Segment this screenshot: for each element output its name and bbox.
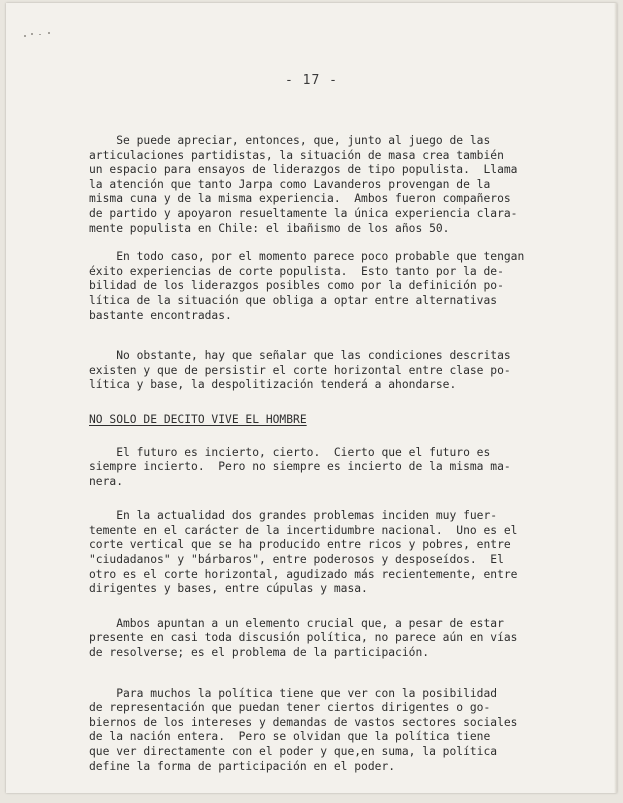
paragraph-6: Ambos apuntan a un elemento crucial que, a pesar de estar presente en casi toda discusión política, no parece aún en vías de resolverse; es el problema de la participación. [89, 616, 518, 660]
speck [24, 35, 26, 37]
section-heading: NO SOLO DE DECITO VIVE EL HOMBRE [89, 412, 307, 426]
paragraph-3: No obstante, hay que señalar que las condiciones descritas existen y que de persistir el corte horizontal entre clase po- lítica y base, la despolitización tenderá a ahondarse. [89, 349, 511, 392]
speck [39, 34, 41, 35]
page-number: - 17 - [285, 73, 338, 88]
paragraph-4: El futuro es incierto, cierto. Cierto que el futuro es siempre incierto. Pero no siempre es incierto de la misma ma- nera. [89, 445, 511, 488]
page-edge-shadow [614, 3, 617, 793]
paragraph-5: En la actualidad dos grandes problemas inciden muy fuer- temente en el carácter de la incertidumbre nacional. Uno es el corte vertical que se ha producido entre ricos y pobres, entre "ciudadanos" y "bárbaros", entre poderosos y desposeídos. El otro es el corte horizontal, agudizado más recientemente, entre dirigentes y bases, entre cúpulas y masa. [89, 509, 518, 596]
paper-specks [24, 31, 64, 41]
paragraph-7: Para muchos la política tiene que ver con la posibilidad de representación que puedan tener ciertos dirigentes o go- biernos de los intereses y demandas de vastos sectores sociales de la nación entera. Pero se olvidan que la política tiene que ver directamente con el poder y que,en suma, la política define la forma de participación en el poder. [89, 686, 518, 773]
paragraph-1: Se puede apreciar, entonces, que, junto al juego de las articulaciones partidistas, la situación de masa crea también un espacio para ensayos de liderazgos de tipo populista. Llama la atención que tanto Jarpa como Lavanderos provengan de la misma cuna y de la misma experiencia. Ambos fueron compañeros de partido y apoyaron resueltamente la única experiencia clara- mente populista en Chile: el ibañismo de los años 50. [89, 134, 518, 235]
speck [31, 33, 33, 35]
document-page [6, 3, 617, 793]
document-body [89, 134, 569, 774]
speck [48, 32, 50, 34]
paragraph-2: En todo caso, por el momento parece poco probable que tengan éxito experiencias de corte populista. Esto tanto por la de- bilidad de los liderazgos posibles como por la definición po- lítica de la situación que obliga a optar entre alternativas bastante encontradas. [89, 250, 525, 322]
